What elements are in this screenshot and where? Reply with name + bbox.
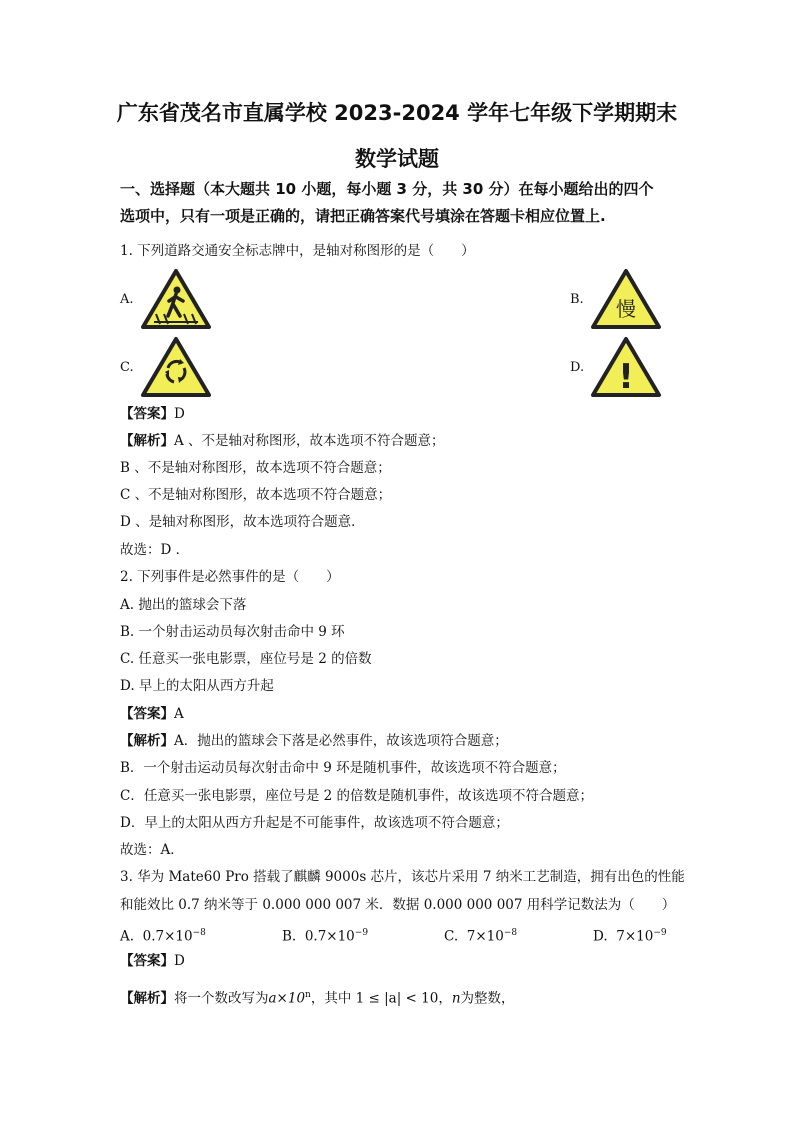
q3-option-d-label: D.	[593, 928, 608, 945]
q1-analysis-line-2: B 、不是轴对称图形，故本选项不符合题意；	[120, 460, 391, 476]
q1-stem: 1. 下列道路交通安全标志牌中，是轴对称图形的是（ ）	[120, 243, 475, 259]
q3-answer-value: D	[174, 953, 185, 969]
answer-tag: 【答案】	[120, 706, 174, 722]
q1-analysis-line-1	[120, 432, 445, 450]
q1-analysis-text-1: A 、不是轴对称图形，故本选项不符合题意；	[174, 433, 445, 449]
q2-conclusion: 故选：A．	[120, 842, 184, 858]
q3-option-c	[444, 924, 517, 946]
q2-option-d: D. 早上的太阳从西方升起	[120, 678, 274, 694]
q3-analysis-pre: 将一个数改写为	[174, 990, 269, 1007]
q3-option-d-exponent: −9	[653, 928, 667, 938]
q1-option-d-label: D.	[570, 360, 585, 375]
analysis-tag: 【解析】	[120, 433, 174, 449]
q3-option-a-exponent: −8	[192, 928, 206, 938]
q2-option-a: A. 抛出的篮球会下落	[120, 597, 247, 613]
q3-option-b	[282, 924, 368, 946]
q3-formula-exponent: n	[305, 990, 311, 1000]
q3-analysis-line-1	[120, 986, 515, 1008]
warning-exclamation-sign-icon	[590, 336, 662, 398]
analysis-tag: 【解析】	[120, 990, 174, 1007]
q3-formula-base: a×10	[268, 990, 306, 1007]
q2-answer	[120, 705, 184, 723]
q1-answer	[120, 405, 185, 423]
q3-option-d	[593, 924, 667, 946]
title-line-1: 广东省茂名市直属学校 2023-2024 学年七年级下学期期末	[116, 101, 678, 125]
q3-inequality: 1 ≤ |a| < 10	[355, 990, 439, 1007]
q2-stem: 2. 下列事件是必然事件的是（ ）	[120, 569, 340, 585]
title-line-2: 数学试题	[355, 147, 439, 171]
q2-analysis-line-4: D．早上的太阳从西方升起是不可能事件，故该选项不符合题意；	[120, 815, 509, 831]
q2-analysis-text-1: A．抛出的篮球会下落是必然事件，故该选项符合题意；	[174, 733, 508, 749]
slow-sign-icon	[590, 268, 662, 330]
q3-stem-line-2: 和能效比 0.7 纳米等于 0.000 000 007 米．数据 0.000 000 007 用科学记数法为（ ）	[120, 897, 676, 913]
q1-analysis-line-4: D 、是轴对称图形，故本选项符合题意．	[120, 514, 365, 530]
q2-option-c: C. 任意买一张电影票，座位号是 2 的倍数	[120, 651, 372, 667]
section-1-instructions	[120, 176, 680, 230]
q2-analysis-line-1	[120, 732, 508, 750]
q3-option-b-base: 0.7×10	[304, 928, 355, 945]
warning-sign-text: !	[618, 357, 634, 397]
q3-analysis-mid: ，其中	[310, 990, 352, 1007]
q3-option-b-label: B.	[282, 928, 297, 945]
q2-option-b: B. 一个射击运动员每次射击命中 9 环	[120, 624, 345, 640]
pedestrian-crossing-sign-icon	[140, 268, 212, 330]
answer-tag: 【答案】	[120, 953, 174, 969]
q2-analysis-line-3: C．任意买一张电影票，座位号是 2 的倍数是随机事件，故该选项不符合题意；	[120, 788, 593, 804]
answer-tag: 【答案】	[120, 406, 174, 422]
q3-option-d-base: 7×10	[616, 928, 654, 945]
q2-answer-value: A	[174, 706, 184, 722]
q3-option-a-base: 0.7×10	[142, 928, 193, 945]
q3-analysis-sep: ，	[438, 990, 452, 1007]
analysis-tag: 【解析】	[120, 733, 174, 749]
q3-option-c-exponent: −8	[503, 928, 518, 938]
q1-option-c-label: C.	[120, 360, 134, 375]
roundabout-sign-icon	[140, 336, 212, 398]
q3-option-a-label: A.	[120, 928, 135, 945]
slow-sign-text: 慢	[616, 297, 636, 321]
section-1-line-2: 选项中，只有一项是正确的，请把正确答案代号填涂在答题卡相应位置上.	[120, 207, 606, 225]
q1-option-a-label: A.	[120, 292, 134, 307]
q3-n-variable: n	[451, 990, 461, 1007]
q1-analysis-line-3: C 、不是轴对称图形，故本选项不符合题意；	[120, 487, 392, 503]
q1-conclusion: 故选：D ．	[120, 542, 190, 558]
q3-option-c-label: C.	[444, 928, 459, 945]
q3-option-c-base: 7×10	[466, 928, 504, 945]
q3-analysis-post: 为整数，	[460, 990, 515, 1007]
q3-option-b-exponent: −9	[354, 928, 369, 938]
q2-analysis-line-2: B．一个射击运动员每次射击命中 9 环是随机事件，故该选项不符合题意；	[120, 760, 566, 776]
q1-option-b-label: B.	[570, 292, 584, 307]
q3-option-a	[120, 924, 206, 946]
q3-answer	[120, 952, 185, 970]
q1-answer-value: D	[174, 406, 185, 422]
section-1-line-1: 一、选择题（本大题共 10 小题，每小题 3 分，共 30 分）在每小题给出的四个	[120, 180, 654, 198]
q3-stem-line-1: 3. 华为 Mate60 Pro 搭载了麒麟 9000s 芯片，该芯片采用 7 纳米工艺制造，拥有出色的性能	[120, 869, 685, 885]
